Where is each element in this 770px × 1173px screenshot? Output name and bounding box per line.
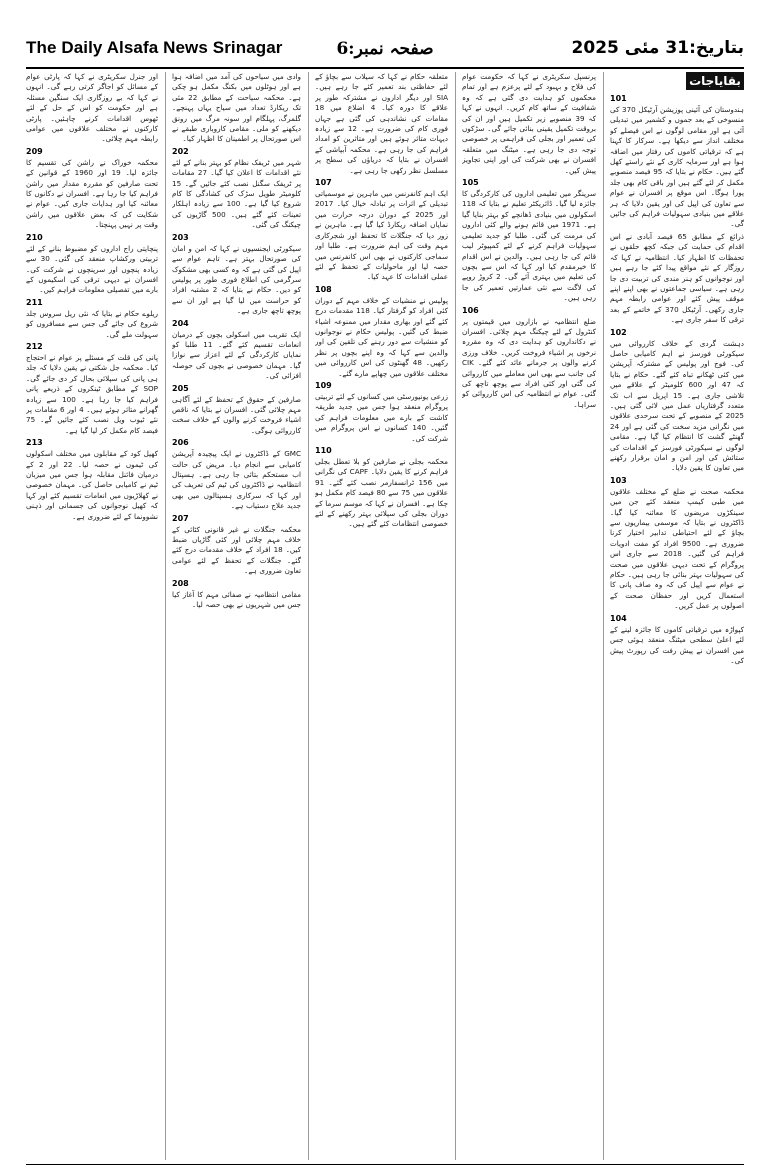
item-number: 210 [26, 232, 43, 242]
item-number: 202 [172, 146, 189, 156]
news-item-text: صارفین کے حقوق کے تحفظ کے لئے آگاہی مہم چلائی گئی۔ افسران نے بتایا کہ ناقص اشیاء فروخت کرنے والوں کے خلاف سخت کارروائی ہوگی۔ [172, 394, 301, 435]
column-4 [172, 72, 301, 1160]
footer-rule [26, 1164, 744, 1165]
item-number: 103 [610, 475, 627, 485]
item-number: 211 [26, 297, 43, 307]
news-item-text: پرنسپل سکریٹری نے کہا کہ حکومت عوام کی فلاح و بہبود کے لئے پرعزم ہے اور تمام محکموں کو ہدایت دی گئی ہے کہ وہ شفافیت کے ساتھ کام کریں۔ انہوں نے کہا کہ 39 منصوبے زیر تکمیل ہیں اور ان کی بروقت تکمیل یقینی بنائی جائے گی۔ سڑکوں کی تعمیر اور بجلی کی فراہمی پر خصوصی توجہ دی جا رہی ہے۔ میٹنگ میں متعلقہ افسران نے بھی شرکت کی اور اپنی تجاویز پیش کیں۔ [462, 72, 596, 175]
news-item-text: محکمہ بجلی نے صارفین کو بلا تعطل بجلی فراہم کرنے کا یقین دلایا۔ CAPF کی نگرانی میں 156 ٹرانسفارمر نصب کئے گئے۔ 91 علاقوں میں 75 سے 80 فیصد کام مکمل ہو چکا ہے۔ افسران نے کہا کہ موسم سرما کے دوران بجلی کی سپلائی بہتر رکھنے کے لئے خصوصی انتظامات کئے گئے ہیں۔ [315, 457, 448, 529]
item-number: 205 [172, 383, 189, 393]
issue-date: بتاریخ:31 مئی 2025 [571, 38, 744, 58]
item-number: 206 [172, 438, 189, 448]
item-number: 212 [26, 341, 43, 351]
item-number: 213 [26, 438, 43, 448]
news-item-text: ایک تقریب میں اسکولی بچوں کے درمیان انعامات تقسیم کئے گئے۔ 11 طلبا کو نمایاں کارکردگی کے لئے اعزاز سے نوازا گیا۔ مہمان خصوصی نے بچوں کی حوصلہ افزائی کی۔ [172, 329, 301, 381]
item-number: 203 [172, 232, 189, 242]
item-number: 209 [26, 146, 43, 156]
section-header: بقایاجات [686, 72, 744, 90]
column-divider [308, 72, 309, 1160]
column-2 [462, 72, 596, 1160]
news-item-text: اور جنرل سکریٹری نے کہا کہ پارٹی عوام کے مسائل کو اجاگر کرتی رہے گی۔ انہوں نے کہا کہ بے روزگاری ایک سنگین مسئلہ ہے اور حکومت کو اس کے حل کے لئے ٹھوس اقدامات کرنے چاہئیں۔ پارٹی کارکنوں نے مختلف علاقوں میں عوامی رابطہ مہم چلائی۔ [26, 72, 158, 144]
column-divider [603, 72, 604, 1160]
item-number: 102 [610, 327, 627, 337]
masthead [26, 31, 744, 65]
news-item-text: ذرائع کے مطابق 65 فیصد آبادی نے اس اقدام کی حمایت کی جبکہ کچھ حلقوں نے تحفظات کا اظہار کیا۔ انتظامیہ نے کہا کہ روزگار کے نئے مواقع پیدا کئے جا رہے ہیں اور نوجوانوں کو ہنر مندی کی تربیت دی جا رہی ہے۔ سیاسی جماعتوں نے بھی اپنے اپنے موقف پیش کئے اور عوامی رابطہ مہم جاری رکھی۔ آرٹیکل 370 کے خاتمے کے بعد ترقی کا سفر جاری ہے۔ [610, 231, 744, 325]
page-number: صفحہ نمبر:6 [336, 38, 434, 59]
news-item-text: پنچایتی راج اداروں کو مضبوط بنانے کے لئے تربیتی ورکشاپ منعقد کی گئی۔ 30 سے زیادہ پنچوں اور سرپنچوں نے شرکت کی۔ افسران نے دیہی ترقی کی اسکیموں کے بارے میں تفصیلی معلومات فراہم کیں۔ [26, 243, 158, 295]
news-item-text: محکمہ جنگلات نے غیر قانونی کٹائی کے خلاف مہم چلائی اور کئی گاڑیاں ضبط کیں۔ 18 افراد کے خلاف مقدمات درج کئے گئے۔ جنگلات کے تحفظ کے لئے عوامی تعاون ضروری ہے۔ [172, 524, 301, 576]
news-item-text: سیکورٹی ایجنسیوں نے کہا کہ امن و امان کی صورتحال بہتر ہے۔ تاہم عوام سے اپیل کی گئی ہے کہ وہ کسی بھی مشکوک سرگرمی کی اطلاع فوری طور پر پولیس کو دیں۔ حکام نے بتایا کہ 2 مشتبہ افراد کو حراست میں لیا گیا ہے اور ان سے پوچھ تاچھ جاری ہے۔ [172, 243, 301, 316]
item-number: 106 [462, 305, 479, 315]
news-item-text: ایک اہم کانفرنس میں ماہرین نے موسمیاتی تبدیلی کے اثرات پر تبادلہ خیال کیا۔ 2017 اور 2025 کے دوران درجہ حرارت میں نمایاں اضافہ ریکارڈ کیا گیا ہے۔ ماہرین نے زور دیا کہ جنگلات کا تحفظ اور شجرکاری مہم وقت کی اہم ضرورت ہے۔ طلبا اور سماجی کارکنوں نے بھی اس کانفرنس میں حصہ لیا اور ماحولیات کے تحفظ کے لئے عملی اقدامات کا عہد کیا۔ [315, 189, 448, 282]
column-5 [26, 72, 158, 1160]
news-item-text: محکمہ خوراک نے راشن کی تقسیم کا جائزہ لیا۔ 19 اور 1960 کے قوانین کے تحت صارفین کو مقررہ مقدار میں راشن فراہم کیا جا رہا ہے۔ افسران نے دکانوں کا معائنہ کیا اور ہدایات جاری کیں۔ عوام نے شکایت کی کہ بعض علاقوں میں راشن وقت پر نہیں پہنچتا۔ [26, 157, 158, 230]
news-item-text: متعلقہ حکام نے کہا کہ سیلاب سے بچاؤ کے لئے حفاظتی بند تعمیر کئے جا رہے ہیں۔ SIA اور دیگر اداروں نے مشترکہ طور پر علاقے کا دورہ کیا۔ 4 اضلاع میں 18 مقامات کی نشاندہی کی گئی ہے جہاں فوری کام کی ضرورت ہے۔ 12 سے زیادہ دیہات متاثر ہوئے ہیں اور متاثرین کو امداد فراہم کی جا رہی ہے۔ محکمہ آبپاشی کے افسران نے بتایا کہ دریاؤں کی سطح پر مسلسل نظر رکھی جا رہی ہے۔ [315, 72, 448, 175]
item-number: 208 [172, 578, 189, 588]
news-item-text: پولیس نے منشیات کے خلاف مہم کے دوران کئی افراد کو گرفتار کیا۔ 118 مقدمات درج کئے گئے اور بھاری مقدار میں ممنوعہ اشیاء ضبط کی گئیں۔ پولیس حکام نے نوجوانوں کو منشیات سے دور رہنے کی تلقین کی اور والدین سے کہا کہ وہ اپنے بچوں پر نظر رکھیں۔ 48 گھنٹوں کی اس کارروائی میں مختلف علاقوں میں چھاپے مارے گئے۔ [315, 295, 448, 378]
item-number: 104 [610, 613, 627, 623]
masthead-rule [26, 67, 744, 69]
news-item-text: پانی کی قلت کے مسئلے پر عوام نے احتجاج کیا۔ محکمہ جل شکتی نے یقین دلایا کہ جلد ہی پانی کی سپلائی بحال کر دی جائے گی۔ SOP کے مطابق ٹینکروں کے ذریعے پانی فراہم کیا جا رہا ہے۔ 100 سے زیادہ گھرانے متاثر ہوئے ہیں۔ 4 اور 6 مقامات پر نئے ٹیوب ویل نصب کئے جائیں گے۔ 75 فیصد کام مکمل کر لیا گیا ہے۔ [26, 352, 158, 435]
news-item-text: زرعی یونیورسٹی میں کسانوں کے لئے تربیتی پروگرام منعقد ہوا جس میں جدید طریقہ کاشت کے بارے میں معلومات فراہم کی گئیں۔ 140 کسانوں نے اس پروگرام میں شرکت کی۔ [315, 391, 448, 443]
news-item-text: مقامی انتظامیہ نے صفائی مہم کا آغاز کیا جس میں شہریوں نے بھی حصہ لیا۔ [172, 589, 301, 610]
item-number: 109 [315, 380, 332, 390]
item-number: 207 [172, 513, 189, 523]
column-divider [165, 72, 166, 1160]
news-item-text: دہشت گردی کے خلاف کارروائی میں سیکورٹی فورسز نے اہم کامیابی حاصل کی۔ فوج اور پولیس کے مشترکہ آپریشن میں کئی ٹھکانے تباہ کئے گئے۔ حکام نے بتایا کہ 47 اور 600 کلومیٹر کے علاقے میں تلاشی جاری ہے۔ 15 اپریل سے اب تک متعدد گرفتاریاں عمل میں لائی گئی ہیں۔ 2025 کے منصوبے کے تحت سرحدی علاقوں میں نگرانی مزید سخت کی گئی ہے اور 24 گھنٹے گشت کا انتظام کیا گیا ہے۔ مقامی لوگوں نے سیکورٹی فورسز کے اقدامات کی ستائش کی اور امن و امان برقرار رکھنے میں تعاون کا یقین دلایا۔ [610, 338, 744, 473]
news-item-text: وادی میں سیاحوں کی آمد میں اضافہ ہوا ہے اور ہوٹلوں میں بکنگ مکمل ہو چکی ہے۔ محکمہ سیاحت کے مطابق 22 مئی تک ریکارڈ تعداد میں سیاح یہاں پہنچے۔ گلمرگ، پہلگام اور سونہ مرگ میں رونق دیکھنے کو ملی۔ مقامی کاروباری طبقے نے اس صورتحال پر اطمینان کا اظہار کیا۔ [172, 72, 301, 144]
news-item-text: شہر میں ٹریفک نظام کو بہتر بنانے کے لئے نئے اقدامات کا اعلان کیا گیا۔ 27 مقامات پر ٹریفک سگنل نصب کئے جائیں گے۔ 15 کلومیٹر طویل سڑک کی کشادگی کا کام شروع کیا گیا ہے۔ 100 سے زیادہ اہلکار تعینات کئے گئے ہیں۔ 500 گاڑیوں کی چیکنگ کی گئی۔ [172, 157, 301, 230]
news-item-text: ریلوے حکام نے بتایا کہ نئی ریل سروس جلد شروع کی جائے گی جس سے مسافروں کو سہولت ملے گی۔ [26, 308, 158, 339]
item-number: 107 [315, 178, 332, 188]
item-number: 110 [315, 446, 332, 455]
item-number: 204 [172, 318, 189, 328]
news-item-text: ہندوستان کی آئینی پوزیشن آرٹیکل 370 کی منسوخی کے بعد جموں و کشمیر میں تبدیلی آئی ہے اور مقامی لوگوں نے اس فیصلے کو مختلف انداز سے دیکھا ہے۔ سرکار کا کہنا ہے کہ ترقیاتی کاموں کی رفتار میں اضافہ ہوا ہے اور سرمایہ کاری کے نئے راستے کھل گئے ہیں۔ حکام نے بتایا کہ 95 فیصد منصوبے مکمل کر لئے گئے ہیں اور باقی کام بھی جلد پورا ہوگا۔ اس موقع پر افسران نے عوام سے تعاون کی اپیل کی اور یقین دلایا کہ ہر علاقے میں بنیادی سہولیات فراہم کی جائیں گی۔ [610, 105, 744, 229]
paper-name: The Daily Alsafa News Srinagar [26, 38, 283, 57]
item-number: 105 [462, 178, 479, 188]
news-item-text: ضلع انتظامیہ نے بازاروں میں قیمتوں پر کنٹرول کے لئے چیکنگ مہم چلائی۔ افسران نے دکانداروں کو ہدایت دی کہ وہ مقررہ نرخوں پر اشیاء فروخت کریں۔ خلاف ورزی کرنے والوں پر جرمانے عائد کئے گئے۔ CIK کی جانب سے بھی اس معاملے میں کارروائی کی گئی اور کئی افراد سے پوچھ تاچھ کی گئی۔ عوام نے انتظامیہ کی اس کارروائی کو سراہا۔ [462, 316, 596, 409]
item-number: 108 [315, 284, 332, 294]
news-item-text: کھیل کود کے مقابلوں میں مختلف اسکولوں کی ٹیموں نے حصہ لیا۔ 22 اور 2 کے درمیان فائنل مقابلہ ہوا جس میں میزبان ٹیم نے کامیابی حاصل کی۔ مہمان خصوصی نے کھلاڑیوں میں انعامات تقسیم کئے اور کہا کہ کھیل نوجوانوں کی جسمانی اور ذہنی نشوونما کے لئے ضروری ہے۔ [26, 449, 158, 521]
columns-area [26, 72, 744, 1160]
column-1 [610, 72, 744, 1160]
column-3 [315, 72, 448, 1160]
news-item-text: سرینگر میں تعلیمی اداروں کی کارکردگی کا جائزہ لیا گیا۔ ڈائریکٹر تعلیم نے بتایا کہ 118 اسکولوں میں بنیادی ڈھانچے کو بہتر بنایا گیا ہے۔ 1971 میں قائم ہونے والے کئی اداروں کی مرمت کی گئی۔ طلبا کو جدید تعلیمی سہولیات فراہم کرنے کے لئے کمپیوٹر لیب قائم کی جا رہی ہیں۔ والدین نے اس اقدام کا خیرمقدم کیا اور کہا کہ اس سے بچوں کی تعلیم میں بہتری آئے گی۔ 2 کروڑ روپے کی لاگت سے نئی عمارتیں تعمیر کی جا رہی ہیں۔ [462, 189, 596, 303]
item-number: 101 [610, 94, 627, 103]
news-item-text: GMC کے ڈاکٹروں نے ایک پیچیدہ آپریشن کامیابی سے انجام دیا۔ مریض کی حالت اب مستحکم بتائی جا رہی ہے۔ ہسپتال انتظامیہ نے ڈاکٹروں کی ٹیم کی تعریف کی اور کہا کہ سرکاری ہسپتالوں میں بھی جدید علاج دستیاب ہے۔ [172, 449, 301, 511]
news-item-text: کپواڑہ میں ترقیاتی کاموں کا جائزہ لینے کے لئے اعلیٰ سطحی میٹنگ منعقد ہوئی جس میں افسران نے پیش رفت کی رپورٹ پیش کی۔ [610, 624, 744, 665]
column-divider [455, 72, 456, 1160]
news-item-text: محکمہ صحت نے ضلع کے مختلف علاقوں میں طبی کیمپ منعقد کئے جن میں سینکڑوں مریضوں کا معائنہ کیا گیا۔ ڈاکٹروں نے بتایا کہ موسمی بیماریوں سے بچاؤ کے لئے احتیاطی تدابیر اختیار کرنا ضروری ہے۔ 9500 افراد کو مفت ادویات فراہم کی گئیں۔ 2018 سے جاری اس پروگرام کے تحت دیہی علاقوں میں صحت کی سہولیات بہتر بنائی جا رہی ہیں۔ حکام نے عوام سے اپیل کی کہ وہ صاف پانی کا استعمال کریں اور حفظان صحت کے اصولوں پر عمل کریں۔ [610, 486, 744, 611]
